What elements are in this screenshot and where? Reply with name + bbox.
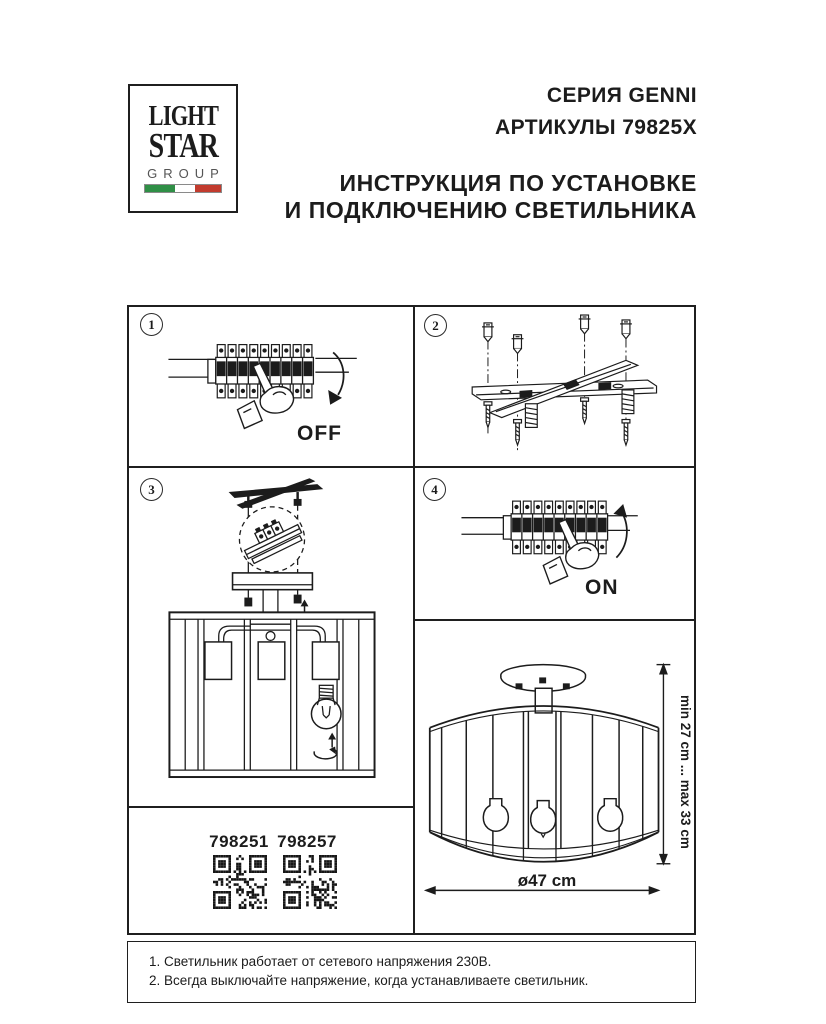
breaker-on-illustration <box>415 468 694 619</box>
step-3-badge: 3 <box>140 478 163 501</box>
lamp-drawing <box>415 621 694 933</box>
off-label: OFF <box>297 422 342 445</box>
lightstar-logo <box>128 84 238 213</box>
article-number-left: 798251 <box>209 832 269 851</box>
note-2: 2. Всегда выключайте напряжение, когда устанавливаете светильник. <box>149 972 589 988</box>
bracket-mounting-illustration <box>415 307 694 466</box>
italian-flag-bar <box>144 184 222 193</box>
footer-notes <box>127 941 696 1003</box>
document-header <box>285 83 697 223</box>
on-label: ON <box>585 576 619 599</box>
breaker-off-illustration <box>129 307 413 466</box>
diameter-dimension-label: ø47 cm <box>517 871 577 890</box>
step-2-badge: 2 <box>424 314 447 337</box>
note-1: 1. Светильник работает от сетевого напряжения 230В. <box>149 954 492 969</box>
qr-code-right <box>283 855 337 909</box>
logo-word-group: GROUP <box>147 166 225 181</box>
lamp-dimensions-panel <box>413 619 696 935</box>
step-3-panel <box>127 466 415 808</box>
step-4-panel <box>413 466 696 621</box>
step-1-badge: 1 <box>140 313 163 336</box>
flag-green-segment <box>145 185 175 192</box>
qr-code-left <box>213 855 267 909</box>
flag-white-segment <box>175 185 195 192</box>
logo-word-star: STAR <box>148 126 218 165</box>
assembly-illustration <box>129 468 413 806</box>
height-dimension-label: min 27 cm ... max 33 cm <box>678 695 693 849</box>
articles-panel <box>127 806 415 935</box>
instruction-title-line2: И ПОДКЛЮЧЕНИЮ СВЕТИЛЬНИКА <box>284 197 697 223</box>
article-number-right: 798257 <box>277 832 337 851</box>
articles-title: АРТИКУЛЫ 79825X <box>495 116 697 139</box>
logo-word-light: LIGHT <box>148 101 218 132</box>
instruction-title-line1: ИНСТРУКЦИЯ ПО УСТАНОВКЕ <box>339 170 697 196</box>
step-2-panel <box>413 305 696 468</box>
flag-red-segment <box>195 185 221 192</box>
step-1-panel <box>127 305 415 468</box>
series-title: СЕРИЯ GENNI <box>546 84 697 107</box>
step-4-badge: 4 <box>423 478 446 501</box>
